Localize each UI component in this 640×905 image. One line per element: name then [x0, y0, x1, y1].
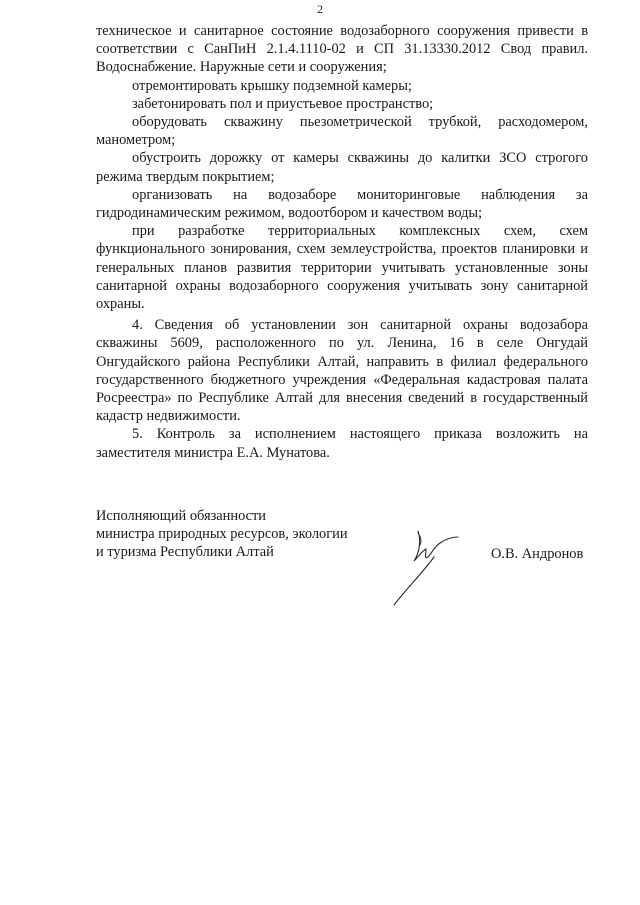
signer-title-line: и туризма Республики Алтай	[96, 544, 274, 561]
paragraph-sanitary-state: техническое и санитарное состояние водозаборного сооружения привести в соответствии с СанПиН 2.1.4.1110-02 и СП 31.13330.2012 Свод правил. Водоснабжение. Наружные сети и сооружения;	[96, 23, 588, 76]
paragraph-repair-cover: отремонтировать крышку подземной камеры;	[132, 77, 412, 94]
signer-title-line: Исполняющий обязанности	[96, 508, 267, 524]
signature-block	[96, 507, 588, 607]
paragraph-build-path: обустроить дорожку от камеры скважины до калитки ЗСО строгого режима твердым покрытием;	[96, 150, 588, 185]
paragraph-item-5: 5. Контроль за исполнением настоящего приказа возложить на заместителя министра Е.А. Мунатова.	[96, 426, 588, 461]
handwritten-signature	[388, 527, 462, 607]
paragraph-item-4: 4. Сведения об установлении зон санитарной охраны водозабора скважины 5609, расположенного по ул. Ленина, 16 в селе Онгудай Онгудайского района Республики Алтай, направить в филиал федерального государственного бюджетного учреждения «Федеральная кадастровая палата Росреестра» по Республике Алтай для внесения сведений в государственный кадастр недвижимости.	[96, 317, 588, 425]
signer-title-line: министра природных ресурсов, экологии	[96, 526, 348, 543]
signer-name: О.В. Андронов	[491, 546, 584, 562]
paragraph-planning: при разработке территориальных комплексных схем, схем функционального зонирования, схем землеустройства, проектов планировки и генеральных планов развития территории учитывать установленные зоны санитарной охраны водозаборного сооружения учитывать зону санитарной охраны.	[96, 223, 588, 313]
document-body	[96, 22, 588, 462]
paragraph-concrete-floor: забетонировать пол и приустьевое пространство;	[132, 95, 434, 112]
paragraph-equip-well: оборудовать скважину пьезометрической трубкой, расходомером, манометром;	[96, 114, 588, 149]
page-number: 2	[317, 2, 323, 16]
paragraph-monitoring: организовать на водозаборе мониторинговые наблюдения за гидродинамическим режимом, водоотбором и качеством воды;	[96, 186, 588, 222]
